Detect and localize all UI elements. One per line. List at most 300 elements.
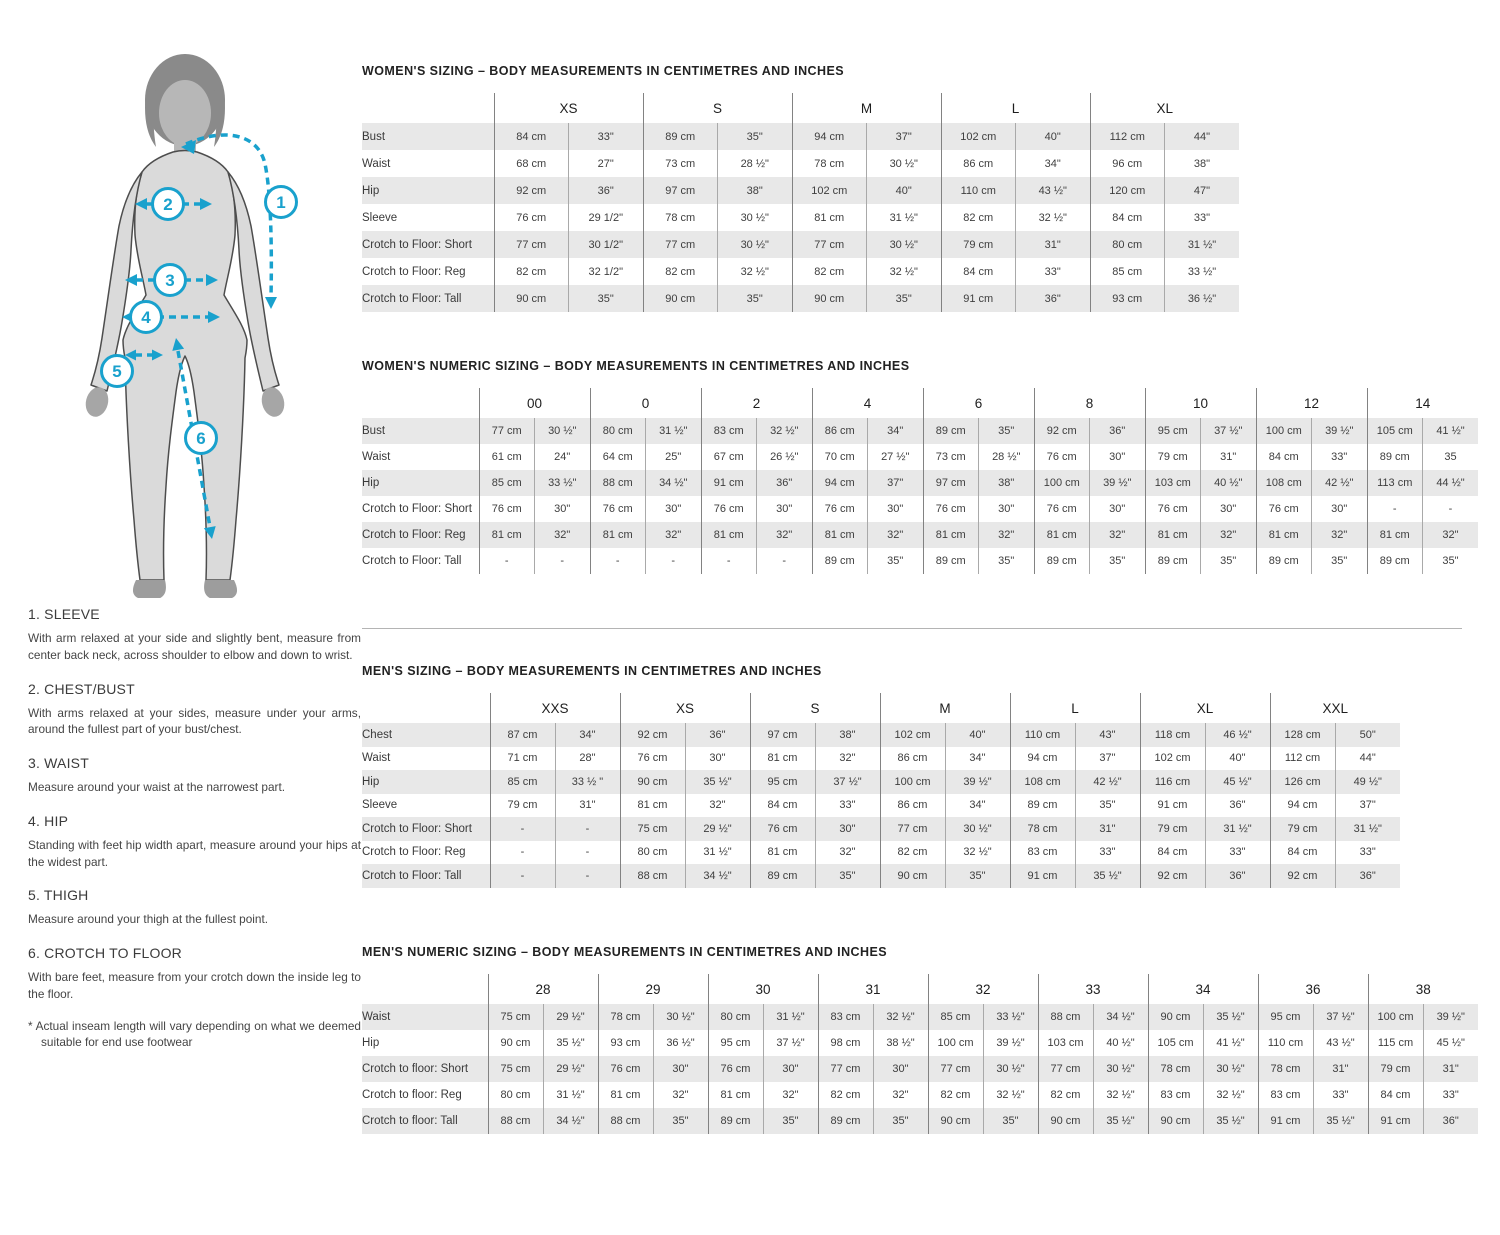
- inch-value: 36": [1205, 794, 1270, 818]
- marker-3-label: 3: [165, 271, 175, 290]
- mens-numeric-sizing-title: MEN'S NUMERIC SIZING – BODY MEASUREMENTS IN CENTIMETRES AND INCHES: [362, 945, 888, 959]
- cm-value: 94 cm: [1010, 747, 1075, 771]
- inch-value: 47": [1165, 177, 1240, 204]
- inch-value: 35": [569, 285, 644, 312]
- cm-value: -: [490, 817, 555, 841]
- inch-value: 33": [1165, 204, 1240, 231]
- inch-value: 32": [757, 522, 813, 548]
- inch-value: 45 ½": [1423, 1030, 1478, 1056]
- cm-value: 75 cm: [620, 817, 685, 841]
- inch-value: -: [555, 817, 620, 841]
- inch-value: 32 ½": [873, 1004, 928, 1030]
- size-column-header: 2: [701, 388, 812, 418]
- inch-value: 33": [1313, 1082, 1368, 1108]
- inch-value: 31 ½": [867, 204, 942, 231]
- inch-value: 34": [945, 747, 1010, 771]
- cm-value: 76 cm: [1256, 496, 1312, 522]
- inch-value: 30": [757, 496, 813, 522]
- size-column-header: 29: [598, 974, 708, 1004]
- inch-value: 30": [1090, 496, 1146, 522]
- cm-value: 92 cm: [1270, 864, 1335, 888]
- cm-value: 77 cm: [494, 231, 569, 258]
- inch-value: 35": [1423, 548, 1479, 574]
- inch-value: 32": [979, 522, 1035, 548]
- inch-value: 33": [1075, 841, 1140, 865]
- inch-value: 27 ½": [868, 444, 924, 470]
- cm-value: 95 cm: [1145, 418, 1201, 444]
- cm-value: 90 cm: [620, 770, 685, 794]
- cm-value: 76 cm: [1034, 496, 1090, 522]
- size-column-header: L: [1010, 693, 1140, 723]
- cm-value: 91 cm: [1258, 1108, 1313, 1134]
- instruction-title: 2. CHEST/BUST: [28, 680, 135, 697]
- cm-value: 90 cm: [880, 864, 945, 888]
- cm-value: 77 cm: [928, 1056, 983, 1082]
- cm-value: 98 cm: [818, 1030, 873, 1056]
- size-column-header: 38: [1368, 974, 1478, 1004]
- figure-left-foot: [133, 580, 166, 598]
- cm-value: 85 cm: [479, 470, 535, 496]
- row-label: Waist: [362, 1004, 488, 1030]
- inch-value: 30 ½": [945, 817, 1010, 841]
- cm-value: 79 cm: [1270, 817, 1335, 841]
- cm-value: 92 cm: [620, 723, 685, 747]
- inch-value: 34": [868, 418, 924, 444]
- row-label: Sleeve: [362, 211, 398, 224]
- cm-value: -: [701, 548, 757, 574]
- cm-value: 76 cm: [620, 747, 685, 771]
- cm-value: 89 cm: [1145, 548, 1201, 574]
- cm-value: 76 cm: [494, 204, 569, 231]
- cm-value: 84 cm: [941, 258, 1016, 285]
- inch-value: 32": [1201, 522, 1257, 548]
- cm-value: 81 cm: [792, 204, 867, 231]
- inch-value: -: [555, 864, 620, 888]
- inch-value: 35": [815, 864, 880, 888]
- row-label: Waist: [362, 157, 391, 170]
- cm-value: 97 cm: [923, 470, 979, 496]
- inch-value: 32 ½": [757, 418, 813, 444]
- inch-value: -: [535, 548, 591, 574]
- mens-numeric-sizing-section: [362, 945, 1478, 1134]
- inch-value: 33": [815, 794, 880, 818]
- cm-value: 84 cm: [1090, 204, 1165, 231]
- inch-value: 35": [718, 123, 793, 150]
- inch-value: 31": [1201, 444, 1257, 470]
- size-column-header: 8: [1034, 388, 1145, 418]
- inch-value: 34": [1016, 150, 1091, 177]
- cm-value: 128 cm: [1270, 723, 1335, 747]
- inch-value: 36 ½": [1165, 285, 1240, 312]
- cm-value: 94 cm: [812, 470, 868, 496]
- inch-value: 30 ½": [867, 231, 942, 258]
- inch-value: 32": [653, 1082, 708, 1108]
- corner-cell: [362, 693, 490, 723]
- size-column-header: 4: [812, 388, 923, 418]
- cm-value: 73 cm: [643, 150, 718, 177]
- instruction-title: 4. HIP: [28, 812, 69, 829]
- cm-value: 73 cm: [923, 444, 979, 470]
- cm-value: 76 cm: [701, 496, 757, 522]
- inch-value: 32 ½": [945, 841, 1010, 865]
- cm-value: 90 cm: [488, 1030, 543, 1056]
- cm-value: 82 cm: [880, 841, 945, 865]
- inch-value: 35 ½": [1075, 864, 1140, 888]
- cm-value: 82 cm: [818, 1082, 873, 1108]
- inch-value: 36": [1335, 864, 1400, 888]
- inch-value: 37": [1075, 747, 1140, 771]
- cm-value: -: [479, 548, 535, 574]
- marker-1-label: 1: [276, 193, 286, 212]
- cm-value: 86 cm: [941, 150, 1016, 177]
- cm-value: 82 cm: [643, 258, 718, 285]
- inch-value: 30": [685, 747, 750, 771]
- cm-value: 75 cm: [488, 1004, 543, 1030]
- cm-value: -: [1367, 496, 1423, 522]
- cm-value: 88 cm: [620, 864, 685, 888]
- cm-value: 112 cm: [1270, 747, 1335, 771]
- cm-value: 102 cm: [1140, 747, 1205, 771]
- marker-2-label: 2: [163, 195, 173, 214]
- cm-value: 78 cm: [1010, 817, 1075, 841]
- inch-value: 33 ½": [535, 470, 591, 496]
- inch-value: 35 ½": [1203, 1108, 1258, 1134]
- inch-value: 27": [569, 150, 644, 177]
- cm-value: 102 cm: [941, 123, 1016, 150]
- cm-value: 85 cm: [928, 1004, 983, 1030]
- cm-value: 81 cm: [590, 522, 646, 548]
- cm-value: 82 cm: [792, 258, 867, 285]
- inch-value: 32 ½": [1093, 1082, 1148, 1108]
- inch-value: 40": [867, 177, 942, 204]
- inch-value: 42 ½": [1312, 470, 1368, 496]
- cm-value: 81 cm: [708, 1082, 763, 1108]
- mens-sizing-title: MEN'S SIZING – BODY MEASUREMENTS IN CENTIMETRES AND INCHES: [362, 664, 822, 678]
- inch-value: 34 ½": [543, 1108, 598, 1134]
- inch-value: 33": [1335, 841, 1400, 865]
- inch-value: 37": [1335, 794, 1400, 818]
- inch-value: 31": [555, 794, 620, 818]
- inch-value: 43 ½": [1313, 1030, 1368, 1056]
- inch-value: 36": [1423, 1108, 1478, 1134]
- inch-value: 39 ½": [983, 1030, 1038, 1056]
- inch-value: 36": [1205, 864, 1270, 888]
- cm-value: 86 cm: [880, 794, 945, 818]
- inch-value: 33 ½ ": [555, 770, 620, 794]
- cm-value: 81 cm: [750, 841, 815, 865]
- inch-value: 40 ½": [1093, 1030, 1148, 1056]
- cm-value: 93 cm: [1090, 285, 1165, 312]
- row-label: Crotch to Floor: Tall: [362, 555, 462, 567]
- corner-cell: [362, 388, 479, 418]
- cm-value: 100 cm: [1368, 1004, 1423, 1030]
- size-column-header: 10: [1145, 388, 1256, 418]
- size-column-header: 31: [818, 974, 928, 1004]
- inch-value: 49 ½": [1335, 770, 1400, 794]
- corner-cell: [362, 974, 488, 1004]
- cm-value: 81 cm: [620, 794, 685, 818]
- inch-value: 43 ½": [1016, 177, 1091, 204]
- inch-value: 44 ½": [1423, 470, 1479, 496]
- cm-value: 91 cm: [1368, 1108, 1423, 1134]
- cm-value: 85 cm: [490, 770, 555, 794]
- cm-value: 110 cm: [941, 177, 1016, 204]
- inch-value: -: [1423, 496, 1479, 522]
- cm-value: 84 cm: [494, 123, 569, 150]
- cm-value: 79 cm: [1140, 817, 1205, 841]
- cm-value: 103 cm: [1145, 470, 1201, 496]
- row-label: Sleeve: [362, 799, 398, 812]
- inch-value: 36": [1090, 418, 1146, 444]
- inch-value: 38": [979, 470, 1035, 496]
- cm-value: 76 cm: [1034, 444, 1090, 470]
- womens-numeric-sizing-title: WOMEN'S NUMERIC SIZING – BODY MEASUREMENTS IN CENTIMETRES AND INCHES: [362, 359, 910, 373]
- cm-value: 71 cm: [490, 747, 555, 771]
- inch-value: 35": [653, 1108, 708, 1134]
- womens-sizing-section: [362, 64, 1239, 312]
- inch-value: 30 1/2": [569, 231, 644, 258]
- inch-value: 35": [763, 1108, 818, 1134]
- marker-5-label: 5: [112, 362, 122, 381]
- cm-value: 64 cm: [590, 444, 646, 470]
- cm-value: 110 cm: [1010, 723, 1075, 747]
- cm-value: 100 cm: [1034, 470, 1090, 496]
- inch-value: 30": [1090, 444, 1146, 470]
- cm-value: 79 cm: [490, 794, 555, 818]
- size-column-header: M: [880, 693, 1010, 723]
- cm-value: 89 cm: [1256, 548, 1312, 574]
- inch-value: 37 ½": [1201, 418, 1257, 444]
- row-label: Crotch to Floor: Reg: [362, 522, 479, 548]
- womens-sizing-table: [362, 93, 1239, 312]
- inch-value: 30 ½": [1093, 1056, 1148, 1082]
- cm-value: 113 cm: [1367, 470, 1423, 496]
- cm-value: 92 cm: [494, 177, 569, 204]
- size-column-header: 00: [479, 388, 590, 418]
- cm-value: -: [490, 864, 555, 888]
- cm-value: 91 cm: [1140, 794, 1205, 818]
- cm-value: 89 cm: [818, 1108, 873, 1134]
- cm-value: 97 cm: [643, 177, 718, 204]
- cm-value: 89 cm: [1010, 794, 1075, 818]
- inch-value: 33 ½": [983, 1004, 1038, 1030]
- cm-value: 94 cm: [792, 123, 867, 150]
- cm-value: 84 cm: [1140, 841, 1205, 865]
- cm-value: 76 cm: [598, 1056, 653, 1082]
- cm-value: 86 cm: [812, 418, 868, 444]
- instruction-body: With arms relaxed at your sides, measure under your arms, around the fullest part of your bust/chest.: [28, 705, 361, 737]
- row-label: Crotch to Floor: Tall: [362, 285, 494, 312]
- cm-value: 81 cm: [923, 522, 979, 548]
- cm-value: 79 cm: [1145, 444, 1201, 470]
- cm-value: 70 cm: [812, 444, 868, 470]
- inch-value: 30 ½": [983, 1056, 1038, 1082]
- inch-value: 32 ½": [1016, 204, 1091, 231]
- cm-value: 80 cm: [620, 841, 685, 865]
- inch-value: 36 ½": [653, 1030, 708, 1056]
- inch-value: 37 ½": [763, 1030, 818, 1056]
- cm-value: 105 cm: [1367, 418, 1423, 444]
- cm-value: 89 cm: [708, 1108, 763, 1134]
- body-measurement-diagram: [60, 50, 312, 598]
- cm-value: 67 cm: [701, 444, 757, 470]
- row-label: Crotch to Floor: Short: [362, 231, 494, 258]
- cm-value: 90 cm: [1148, 1004, 1203, 1030]
- inch-value: 36": [1016, 285, 1091, 312]
- row-label: Bust: [362, 418, 479, 444]
- cm-value: 95 cm: [1258, 1004, 1313, 1030]
- size-column-header: 33: [1038, 974, 1148, 1004]
- inch-value: 33": [1016, 258, 1091, 285]
- cm-value: 90 cm: [494, 285, 569, 312]
- cm-value: 82 cm: [928, 1082, 983, 1108]
- cm-value: 79 cm: [941, 231, 1016, 258]
- inch-value: 38 ½": [873, 1030, 928, 1056]
- inch-value: 30 ½": [867, 150, 942, 177]
- cm-value: 89 cm: [750, 864, 815, 888]
- inch-value: 34": [555, 723, 620, 747]
- cm-value: 61 cm: [479, 444, 535, 470]
- inch-value: 31 ½": [763, 1004, 818, 1030]
- inch-value: 35 ½": [1093, 1108, 1148, 1134]
- inch-value: 33": [1423, 1082, 1478, 1108]
- cm-value: 92 cm: [1140, 864, 1205, 888]
- figure-body: [123, 151, 247, 581]
- inch-value: 31": [1423, 1056, 1478, 1082]
- inch-value: -: [555, 841, 620, 865]
- cm-value: 77 cm: [479, 418, 535, 444]
- mens-numeric-sizing-table: [362, 974, 1478, 1134]
- cm-value: 76 cm: [1145, 496, 1201, 522]
- figure-right-foot: [204, 580, 237, 598]
- instruction-body: With arm relaxed at your side and slightly bent, measure from center back neck, across shoulder to elbow and down to wrist.: [28, 631, 361, 662]
- cm-value: 80 cm: [488, 1082, 543, 1108]
- inch-value: 41 ½": [1203, 1030, 1258, 1056]
- marker-6-label: 6: [196, 429, 206, 448]
- inch-value: 35": [983, 1108, 1038, 1134]
- womens-numeric-sizing-table: [362, 388, 1478, 574]
- cm-value: 97 cm: [750, 723, 815, 747]
- inch-value: 43": [1075, 723, 1140, 747]
- inch-value: 34 ½": [685, 864, 750, 888]
- cm-value: 90 cm: [1148, 1108, 1203, 1134]
- instruction-title: 5. THIGH: [28, 887, 89, 904]
- instruction-body: Standing with feet hip width apart, measure around your hips at the widest part.: [28, 837, 361, 869]
- cm-value: 90 cm: [928, 1108, 983, 1134]
- inch-value: 39 ½": [1090, 470, 1146, 496]
- inch-value: 40 ½": [1201, 470, 1257, 496]
- cm-value: 103 cm: [1038, 1030, 1093, 1056]
- size-column-header: 34: [1148, 974, 1258, 1004]
- inch-value: 31 ½": [1205, 817, 1270, 841]
- cm-value: 81 cm: [812, 522, 868, 548]
- instruction-body: Measure around your thigh at the fullest point.: [28, 912, 269, 927]
- inch-value: 35 ½": [685, 770, 750, 794]
- cm-value: 83 cm: [1010, 841, 1075, 865]
- row-label: Crotch to Floor: Short: [362, 817, 490, 841]
- cm-value: 90 cm: [643, 285, 718, 312]
- cm-value: 120 cm: [1090, 177, 1165, 204]
- row-label: Crotch to floor: Short: [362, 1056, 488, 1082]
- inch-value: 29 ½": [543, 1056, 598, 1082]
- inch-value: 34": [945, 794, 1010, 818]
- inch-value: 31": [1313, 1056, 1368, 1082]
- inch-value: 30": [979, 496, 1035, 522]
- inch-value: 35": [979, 548, 1035, 574]
- row-label: Bust: [362, 123, 494, 150]
- cm-value: 78 cm: [643, 204, 718, 231]
- inch-value: 41 ½": [1423, 418, 1479, 444]
- cm-value: 81 cm: [479, 522, 535, 548]
- cm-value: 78 cm: [598, 1004, 653, 1030]
- inch-value: 32": [815, 747, 880, 771]
- cm-value: 77 cm: [1038, 1056, 1093, 1082]
- cm-value: 81 cm: [1256, 522, 1312, 548]
- cm-value: 89 cm: [1367, 548, 1423, 574]
- instruction-title: 1. SLEEVE: [28, 606, 100, 622]
- cm-value: 68 cm: [494, 150, 569, 177]
- inch-value: 32 ½": [983, 1082, 1038, 1108]
- cm-value: 77 cm: [880, 817, 945, 841]
- cm-value: 77 cm: [643, 231, 718, 258]
- cm-value: 91 cm: [941, 285, 1016, 312]
- corner-cell: [362, 93, 494, 123]
- cm-value: 90 cm: [1038, 1108, 1093, 1134]
- cm-value: 89 cm: [812, 548, 868, 574]
- inch-value: 35": [873, 1108, 928, 1134]
- marker-4-label: 4: [141, 308, 151, 327]
- cm-value: 82 cm: [494, 258, 569, 285]
- cm-value: 82 cm: [1038, 1082, 1093, 1108]
- inch-value: 33": [1312, 444, 1368, 470]
- inch-value: 32": [873, 1082, 928, 1108]
- inch-value: 30": [873, 1056, 928, 1082]
- cm-value: 89 cm: [923, 548, 979, 574]
- cm-value: 75 cm: [488, 1056, 543, 1082]
- cm-value: 96 cm: [1090, 150, 1165, 177]
- cm-value: 89 cm: [1367, 444, 1423, 470]
- cm-value: 90 cm: [792, 285, 867, 312]
- size-column-header: 36: [1258, 974, 1368, 1004]
- cm-value: -: [590, 548, 646, 574]
- inch-value: 31 ½": [1165, 231, 1240, 258]
- inch-value: 38": [718, 177, 793, 204]
- cm-value: 93 cm: [598, 1030, 653, 1056]
- inch-value: -: [646, 548, 702, 574]
- size-column-header: 28: [488, 974, 598, 1004]
- cm-value: 84 cm: [1256, 444, 1312, 470]
- cm-value: 81 cm: [750, 747, 815, 771]
- cm-value: 78 cm: [1258, 1056, 1313, 1082]
- inch-value: 35 ½": [1203, 1004, 1258, 1030]
- inch-value: 30": [868, 496, 924, 522]
- footnote: * Actual inseam length will vary depending on what we deemed suitable for end use footwear: [28, 1018, 361, 1050]
- cm-value: 112 cm: [1090, 123, 1165, 150]
- inch-value: 29 ½": [685, 817, 750, 841]
- cm-value: 108 cm: [1256, 470, 1312, 496]
- inch-value: 36": [757, 470, 813, 496]
- cm-value: 94 cm: [1270, 794, 1335, 818]
- inch-value: 35": [1201, 548, 1257, 574]
- inch-value: 32": [868, 522, 924, 548]
- row-label: Crotch to Floor: Reg: [362, 265, 466, 278]
- cm-value: 95 cm: [708, 1030, 763, 1056]
- row-label: Waist: [362, 752, 391, 765]
- inch-value: 32 ½": [1203, 1082, 1258, 1108]
- size-column-header: L: [941, 93, 1090, 123]
- inch-value: 33": [569, 123, 644, 150]
- cm-value: 88 cm: [488, 1108, 543, 1134]
